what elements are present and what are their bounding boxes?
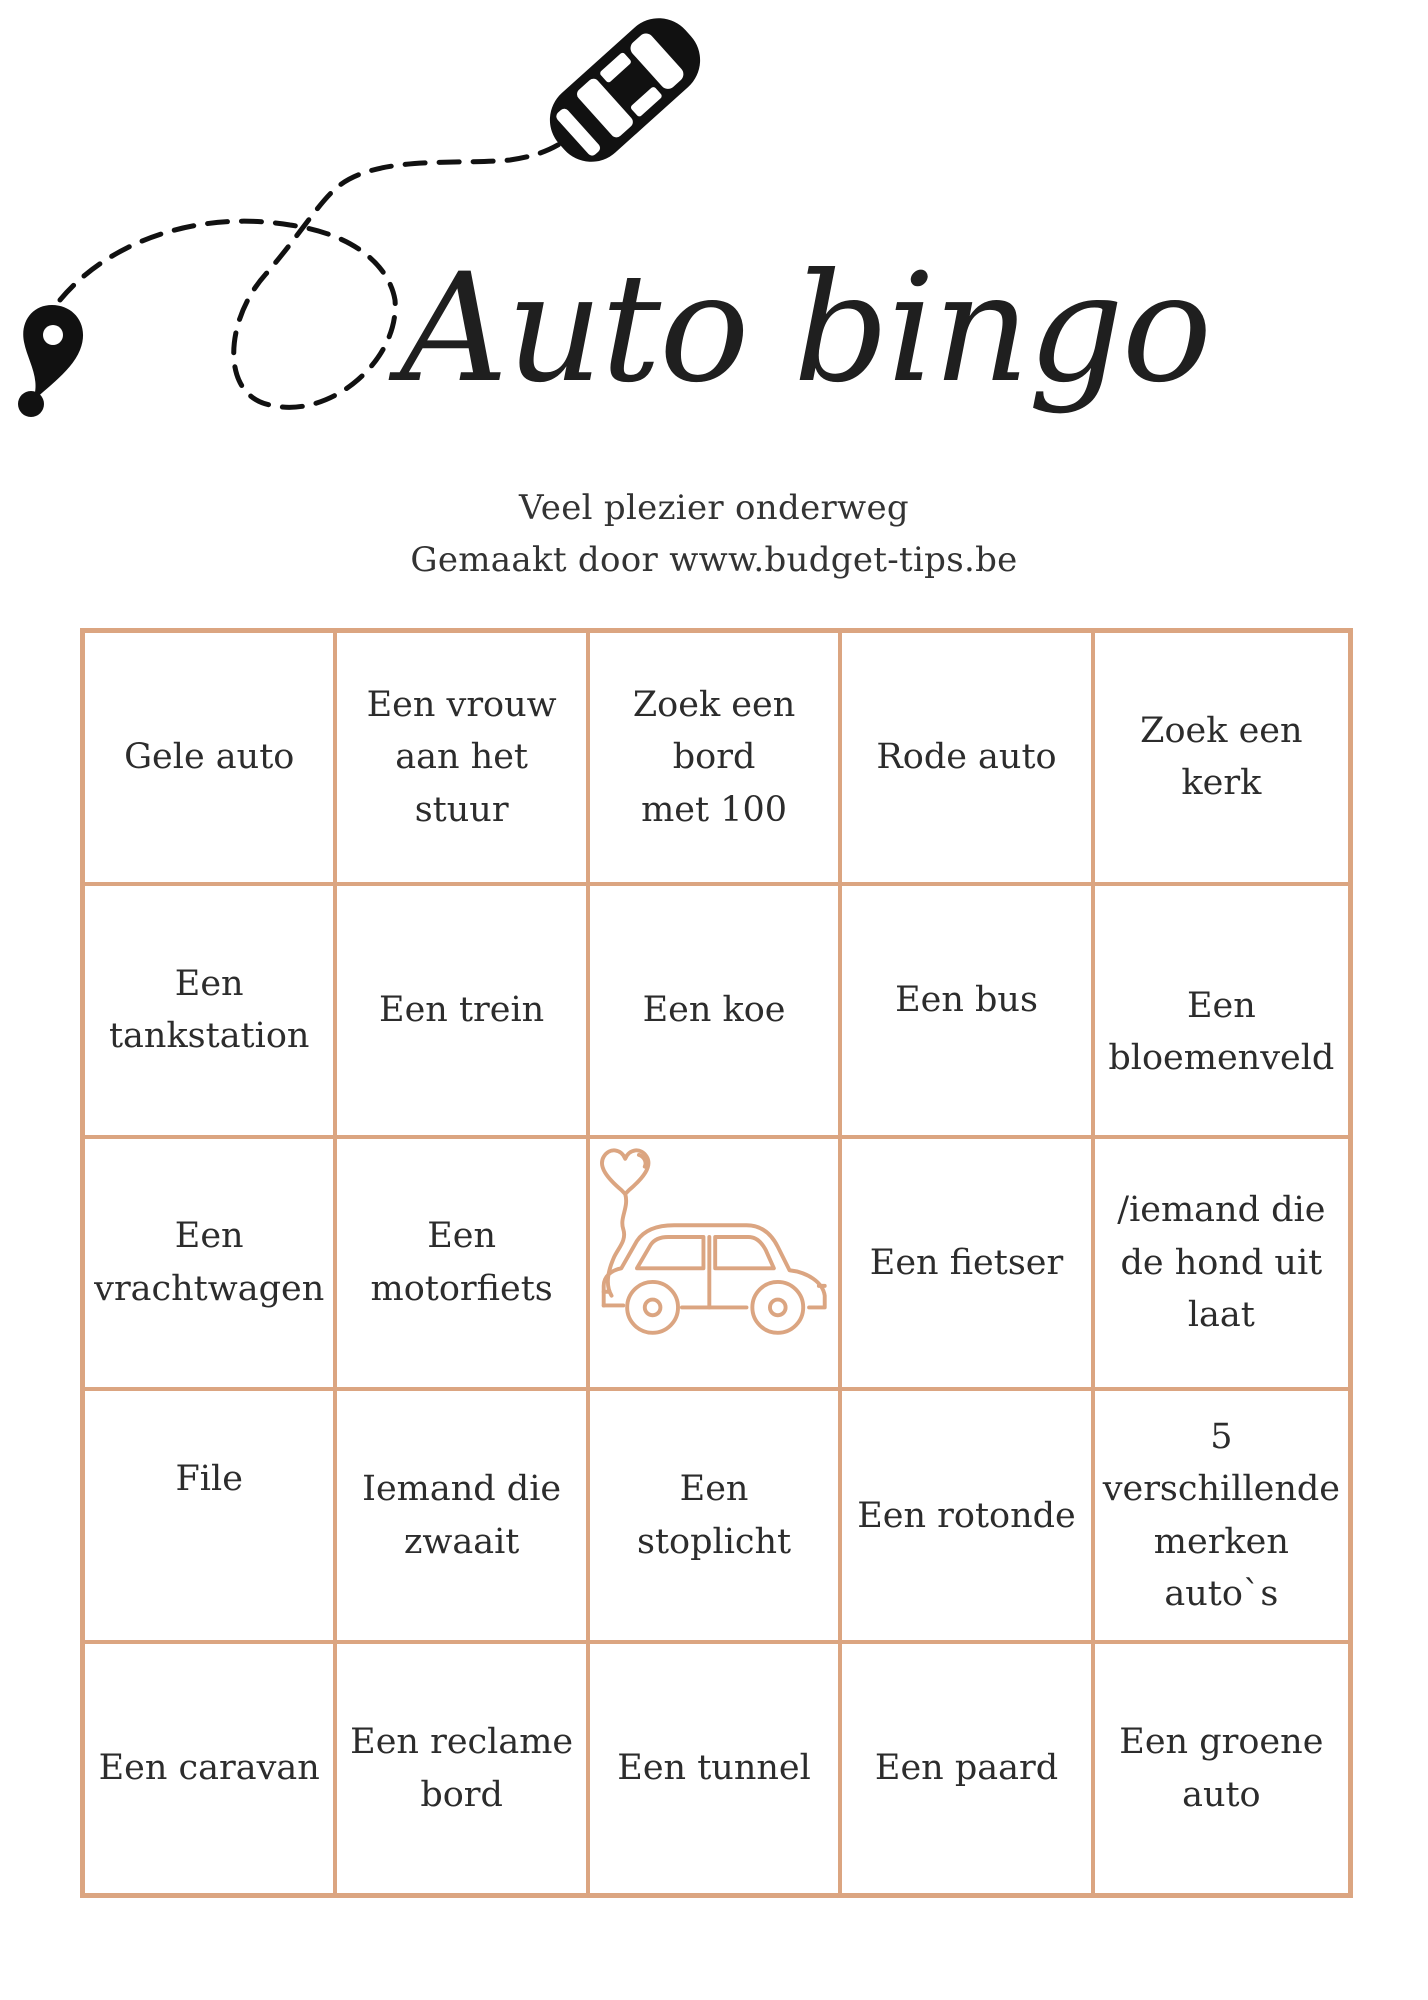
bingo-cell[interactable]: Een bus <box>840 884 1092 1137</box>
bingo-cell[interactable]: Een vrouw aan het stuur <box>335 631 587 884</box>
bingo-cell[interactable]: Een trein <box>335 884 587 1137</box>
car-top-view-icon <box>535 3 715 176</box>
bingo-cell[interactable]: Zoek een bord met 100 <box>588 631 840 884</box>
bingo-cell[interactable]: /iemand die de hond uit laat <box>1093 1137 1350 1390</box>
bingo-cell[interactable]: Een tunnel <box>588 1642 840 1895</box>
bingo-cell[interactable]: Een koe <box>588 884 840 1137</box>
bingo-cell[interactable]: Een bloemenveld <box>1093 884 1350 1137</box>
bingo-cell[interactable]: Gele auto <box>83 631 335 884</box>
bingo-cell[interactable]: Een rotonde <box>840 1389 1092 1642</box>
bingo-cell[interactable]: Een reclame bord <box>335 1642 587 1895</box>
bingo-grid <box>80 628 1353 1898</box>
bingo-cell[interactable]: Een groene auto <box>1093 1642 1350 1895</box>
page-title-text: Auto bingo <box>400 242 1211 416</box>
bingo-cell[interactable]: Zoek een kerk <box>1093 631 1350 884</box>
bingo-cell[interactable]: Rode auto <box>840 631 1092 884</box>
car-with-heart-balloon-icon <box>590 1139 838 1388</box>
map-pin-icon <box>18 305 83 417</box>
bingo-cell[interactable]: 5 verschillende merken auto`s <box>1093 1389 1350 1642</box>
bingo-cell[interactable]: Een vrachtwagen <box>83 1137 335 1390</box>
subtitle-line-1: Veel plezier onderweg <box>519 488 909 528</box>
bingo-cell[interactable]: Een tankstation <box>83 884 335 1137</box>
bingo-cell[interactable]: Een caravan <box>83 1642 335 1895</box>
bingo-cell[interactable]: Een fietser <box>840 1137 1092 1390</box>
bingo-cell[interactable]: Een motorfiets <box>335 1137 587 1390</box>
bingo-cell-center[interactable] <box>588 1137 840 1390</box>
bingo-cell[interactable]: File <box>83 1389 335 1642</box>
bingo-cell[interactable]: Een paard <box>840 1642 1092 1895</box>
bingo-cell[interactable]: Een stoplicht <box>588 1389 840 1642</box>
page-title <box>400 215 1211 445</box>
subtitle-line-2: Gemaakt door www.budget-tips.be <box>410 540 1018 580</box>
bingo-cell[interactable]: Iemand die zwaait <box>335 1389 587 1642</box>
